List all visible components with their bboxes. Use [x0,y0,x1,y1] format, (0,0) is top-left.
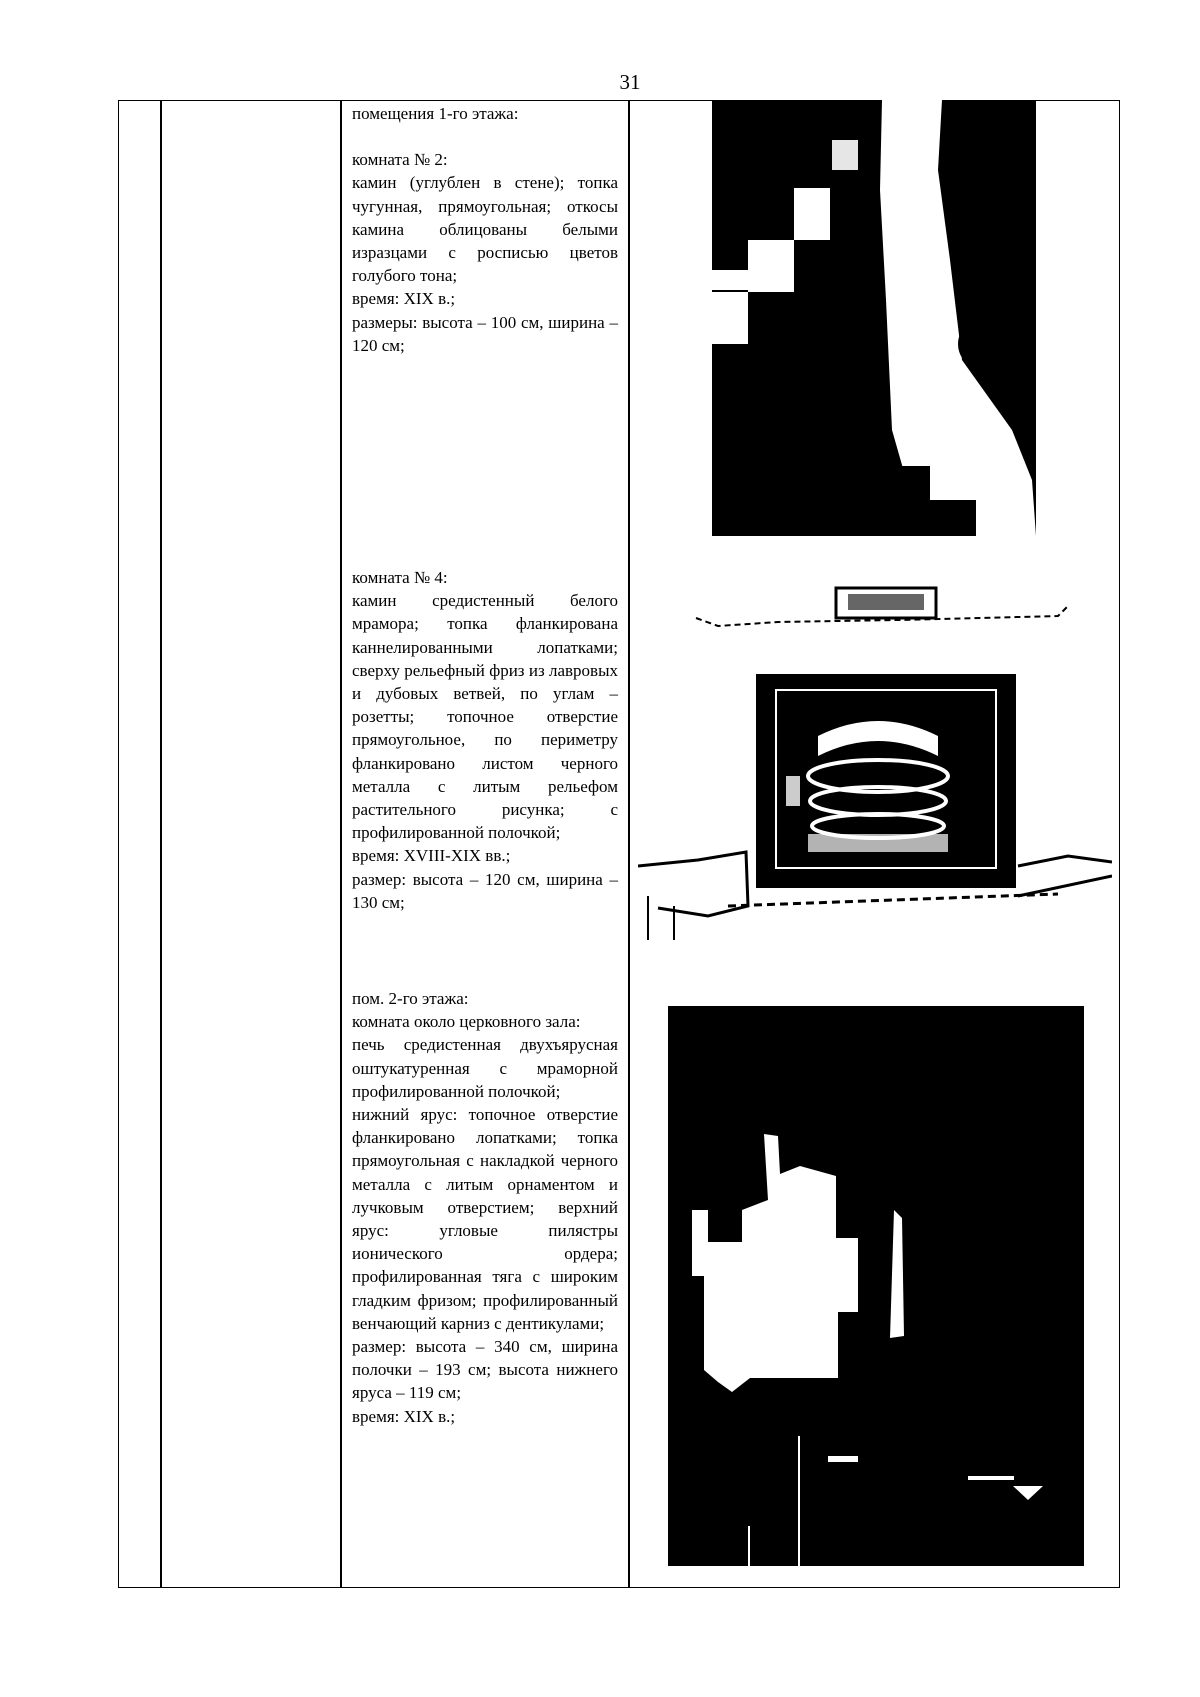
entry-line: время: XIX в.; [352,1406,456,1426]
entry-line: камин (углублен в стене); топка чугунная, прямоугольная; откосы камина облицованы белыми изразцами с росписью цветов голубого тона; [352,173,618,286]
entry-line: камин средистенный белого мрамора; топка фланкирована каннелированными лопатками; сверху рельефный фриз из лавровых и дубовых ветвей, по углам – розетты; топочное отверстие прямоугольное, по периметру фланкировано листом черного металла с литым рельефом растительного рисунка; с профилированной полочкой; [352,591,618,843]
entry-line: пом. 2-го этажа: [352,989,469,1008]
fireplace-photo-room-4 [638,576,1112,940]
entry-line: комната № 2: [352,150,448,170]
column-divider-1 [160,100,162,1588]
column-divider-3 [628,100,630,1588]
entry-line: размеры: высота – 100 см, ширина – 120 см; [352,312,618,355]
entry-line: комната около церковного зала: [352,1012,581,1032]
entry-line: время: XVIII-XIX вв.; [352,846,511,866]
entry-line: размер: высота – 120 см, ширина – 130 см; [352,869,618,912]
column-divider-2 [340,100,342,1588]
entry-room-4-text [352,566,618,914]
entry-line: нижний ярус: топочное отверстие фланкировано лопатками; топка прямоугольная с накладкой черного металла с литым орнаментом и лучковым отверстием; верхний ярус: угловые пилястры ионического ордера; профилированная тяга с широким гладким фризом; профилированный венчающий карниз с дентикулами; [352,1105,618,1333]
stove-photo-second-floor [668,1006,1084,1566]
entry-line: время: XIX в.; [352,289,456,309]
entry-line: размер: высота – 340 см, ширина полочки – 193 см; высота нижнего яруса – 119 см; [352,1337,618,1403]
entry-line: комната № 4: [352,568,448,587]
fireplace-photo-room-2 [712,100,1036,536]
entry-room-2-text [352,102,618,357]
entry-line: печь средистенная двухъярусная оштукатуренная с мраморной профилированной полочкой; [352,1035,618,1101]
entry-line-blank [352,125,618,148]
entry-line: помещения 1-го этажа: [352,104,519,123]
entry-second-floor-text [352,987,618,1428]
page-number: 31 [619,70,641,94]
